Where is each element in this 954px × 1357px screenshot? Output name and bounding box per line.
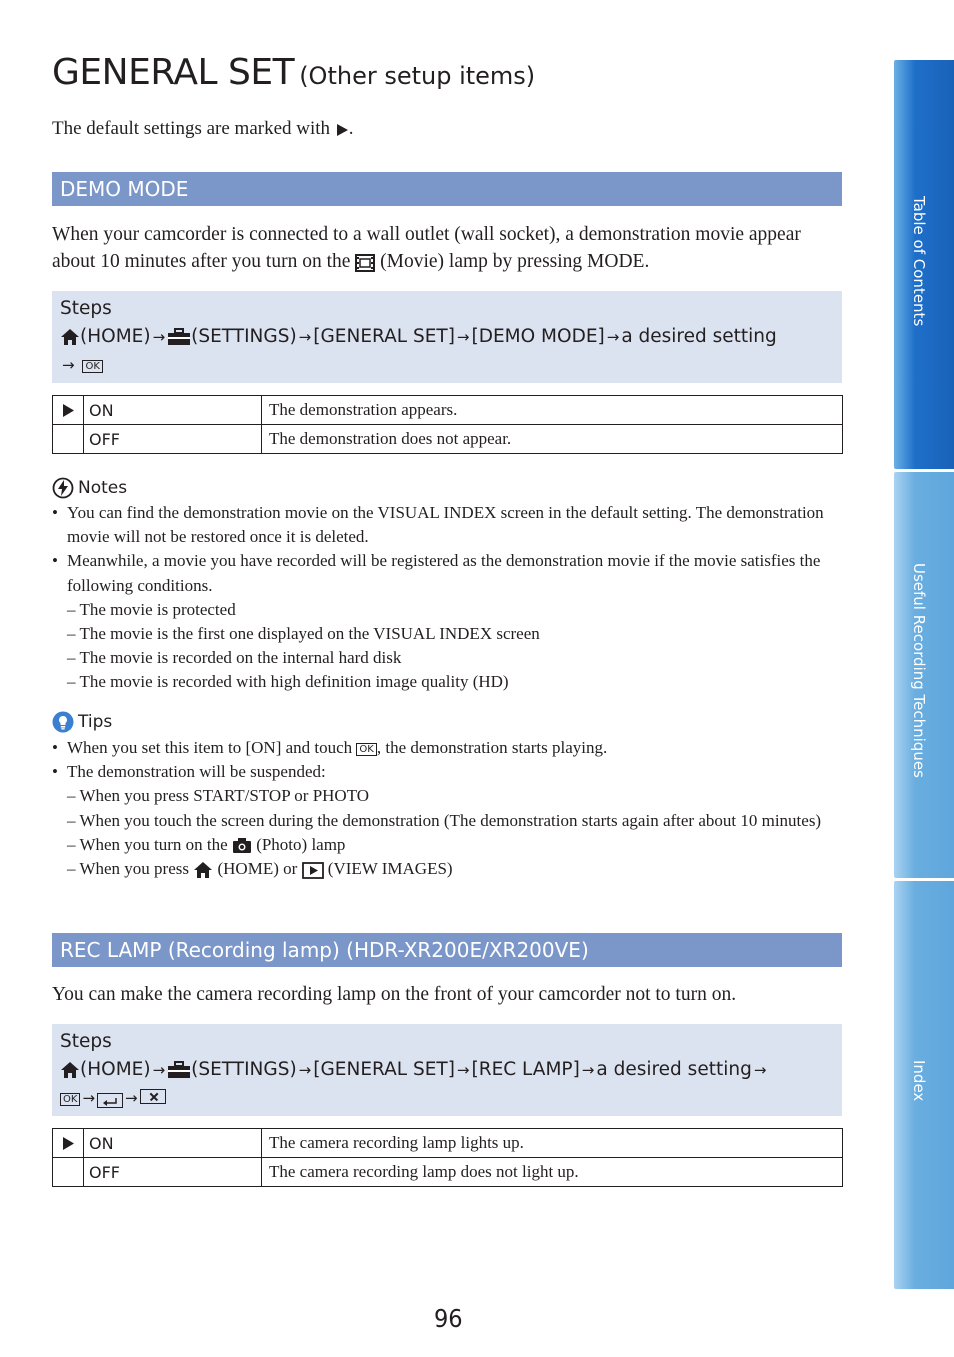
demo-options-table: [52, 395, 843, 454]
movie-icon: [355, 251, 375, 272]
list-item: – The movie is recorded on the internal hard disk: [67, 648, 402, 668]
option-desc: The camera recording lamp lights up.: [262, 1129, 843, 1158]
option-name: ON: [84, 396, 262, 425]
steps-path: (HOME) → (SETTINGS) → [GENERAL SET] → [DEMO MODE] → a desired setting: [60, 323, 834, 351]
demo-description: When your camcorder is connected to a wall outlet (wall socket), a demonstration movie appear about 10 minutes after you turn on the (Movie) lamp by pressing MODE.: [52, 224, 801, 272]
default-marker-icon: [335, 118, 349, 139]
view-images-icon: [302, 859, 324, 878]
notes-heading: Notes: [52, 477, 127, 499]
home-icon: [60, 326, 80, 347]
option-name: ON: [84, 1129, 262, 1158]
list-item: • Meanwhile, a movie you have recorded will be registered as the demonstration movie if the movie satisfies the following conditions.: [52, 549, 832, 597]
tab-label-index[interactable]: Index: [910, 1060, 928, 1102]
default-marker-icon: [53, 1129, 84, 1158]
lightbulb-icon: [52, 711, 74, 733]
list-item: – The movie is protected: [67, 599, 236, 619]
notes-icon: [52, 477, 74, 499]
ok-icon: OK: [356, 743, 376, 756]
list-item: • The demonstration will be suspended:: [52, 760, 832, 784]
list-item: • You can find the demonstration movie on the VISUAL INDEX screen in the default setting. The demonstration movie will not be restored once it is deleted.: [52, 501, 832, 549]
option-desc: The camera recording lamp does not light up.: [262, 1158, 843, 1187]
option-desc: The demonstration appears.: [262, 396, 843, 425]
tips-list: [52, 736, 832, 881]
tab-label-table-of-contents[interactable]: Table of Contents: [910, 196, 928, 327]
page-number: 96: [434, 1304, 463, 1333]
list-item: – When you press (HOME) or (VIEW IMAGES): [67, 859, 453, 879]
list-item: – The movie is recorded with high definition image quality (HD): [67, 672, 509, 692]
tips-heading: Tips: [52, 711, 112, 733]
table-row: [53, 1129, 843, 1158]
home-icon: [193, 859, 213, 878]
ok-icon: OK: [82, 360, 102, 373]
section-heading-demo-mode: DEMO MODE: [52, 172, 842, 206]
title-main: GENERAL SET: [52, 52, 295, 93]
list-item: – When you turn on the (Photo) lamp: [67, 834, 346, 854]
steps-label: Steps: [60, 298, 112, 319]
list-item: • When you set this item to [ON] and touch OK , the demonstration starts playing.: [52, 736, 832, 760]
toolbox-icon: [167, 326, 191, 347]
demo-steps-box: Steps (HOME) → (SETTINGS) → [GENERAL SET] → [DEMO MODE] → a desired setting → OK: [52, 291, 842, 383]
option-desc: The demonstration does not appear.: [262, 425, 843, 454]
table-row: [53, 425, 843, 454]
page-title: [52, 52, 535, 93]
steps-label: Steps: [60, 1031, 112, 1052]
ok-icon: OK: [60, 1093, 80, 1106]
camera-icon: [232, 835, 252, 854]
list-item: – The movie is the first one displayed on the VISUAL INDEX screen: [67, 624, 540, 644]
section-heading-rec-lamp: REC LAMP (Recording lamp) (HDR-XR200E/XR200VE): [52, 933, 842, 967]
steps-path: (HOME) → (SETTINGS) → [GENERAL SET] → [REC LAMP] → a desired setting →: [60, 1056, 834, 1084]
list-item: – When you press START/STOP or PHOTO: [67, 786, 370, 806]
table-row: [53, 396, 843, 425]
option-name: OFF: [84, 425, 262, 454]
notes-list: [52, 501, 832, 695]
table-row: [53, 1158, 843, 1187]
tab-label-useful-recording-techniques[interactable]: Useful Recording Techniques: [910, 563, 928, 778]
intro-text: The default settings are marked with .: [52, 118, 354, 139]
rec-options-table: [52, 1128, 843, 1187]
close-icon: [140, 1089, 166, 1104]
option-name: OFF: [84, 1158, 262, 1187]
default-marker-icon: [53, 396, 84, 425]
return-icon: [97, 1093, 123, 1108]
title-sub: (Other setup items): [299, 62, 536, 90]
toolbox-icon: [167, 1059, 191, 1080]
list-item: – When you touch the screen during the demonstration (The demonstration starts again after about 10 minutes): [67, 810, 822, 830]
rec-steps-box: Steps (HOME) → (SETTINGS) → [GENERAL SET] → [REC LAMP] → a desired setting → OK → →: [52, 1024, 842, 1116]
rec-description: You can make the camera recording lamp on the front of your camcorder not to turn on.: [52, 984, 737, 1005]
home-icon: [60, 1059, 80, 1080]
